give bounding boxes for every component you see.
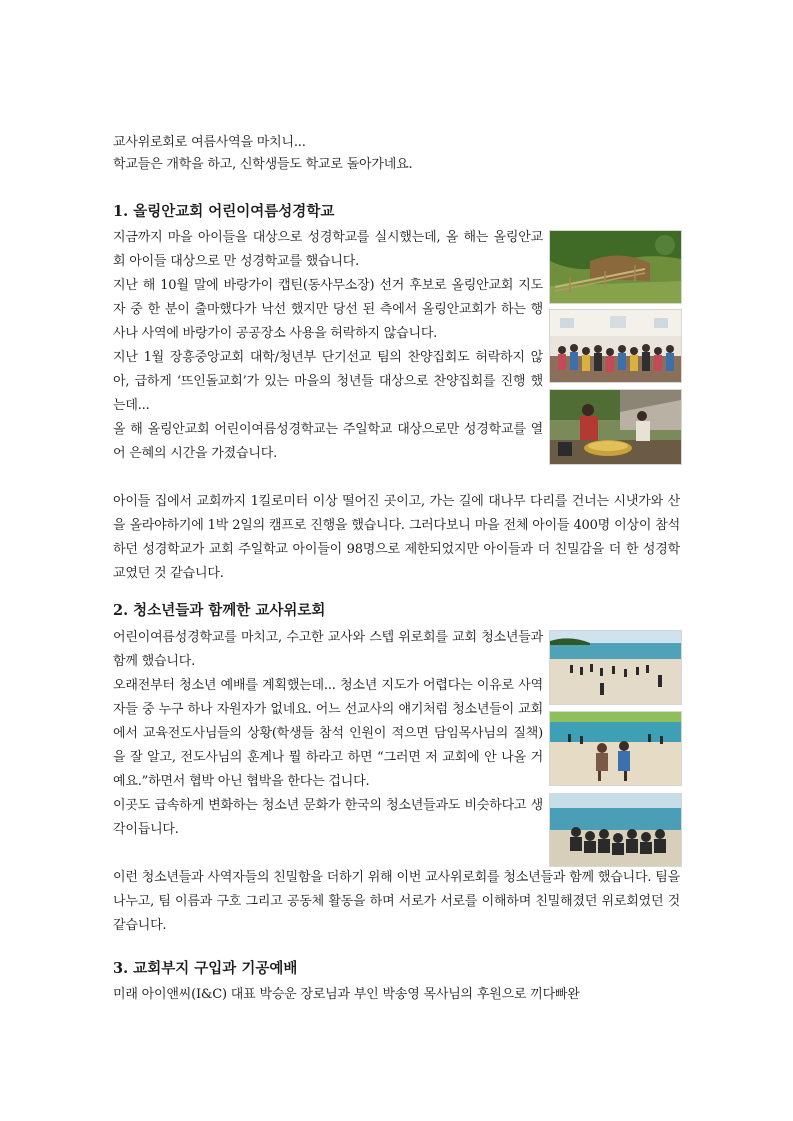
beach-group-photo <box>549 793 682 867</box>
paragraph: 어린이여름성경학교를 마치고, 수고한 교사와 스텝 위로회를 교회 청소년들과 함께 했습니다. <box>113 630 543 669</box>
paragraph: 이런 청소년들과 사역자들의 친밀함을 더하기 위해 이번 교사위로회를 청소년들과 함께 했습니다. 팀을 나누고, 팀 이름과 구호 그리고 공동체 활동을 하며 서로가 서로를 이해하며 친밀해졌던 위로회였던 것 같습니다. <box>113 870 680 933</box>
section2-text <box>113 626 543 842</box>
paragraph: 아이들 집에서 교회까지 1킬로미터 이상 떨어진 곳이고, 가는 길에 대나무 다리를 건너는 시냇가와 산을 올라야하기에 1박 2일의 캠프로 진행을 했습니다. 그러다보니 마을 전체 아이들 400명 이상이 참석하던 성경학교가 교회 주일학교 아이들이 98명으로 제한되었지만 아이들과 더 친밀감을 더 한 성경학교였던 것 같습니다. <box>113 494 680 581</box>
paragraph: 이곳도 급속하게 변화하는 청소년 문화가 한국의 청소년들과도 비슷하다고 생각이듭니다. <box>113 798 543 837</box>
paragraph: 지난 해 10월 말에 바랑가이 캡틴(동사무소장) 선거 후보로 올링안교회 지도자 중 한 분이 출마했다가 낙선 했지만 당선 된 측에서 올링안교회가 하는 행사나 사역에 바랑가이 공공장소 사용을 허락하지 않습니다. <box>113 278 543 341</box>
paragraph: 오래전부터 청소년 예배를 계획했는데... 청소년 지도가 어렵다는 이유로 사역자들 중 누구 하나 자원자가 없네요. 어느 선교사의 얘기처럼 청소년들이 교회에서 교육전도사님들의 상황(학생들 참석 인원이 적으면 담임목사님의 질책)을 잘 알고, 전도사님의 훈계나 뭘 하라고 하면 “그러면 저 교회에 안 나올 거예요.”하면서 협박 아닌 협박을 한다는 겁니다. <box>113 678 543 789</box>
church-crowd-photo <box>549 309 682 383</box>
intro-line: 학교들은 개학을 하고, 신학생들도 학교로 돌아가네요. <box>113 157 413 172</box>
section1-text <box>113 226 543 466</box>
paragraph: 올 해 올링안교회 어린이여름성경학교는 주일학교 대상으로만 성경학교를 열어 은혜의 시간을 가졌습니다. <box>113 422 543 461</box>
intro-line: 교사위로회로 여름사역을 마치니... <box>113 135 306 150</box>
section-heading: 1. 올링안교회 어린이여름성경학교 <box>113 203 335 220</box>
paragraph: 지난 1월 장흥중앙교회 대학/청년부 단기선교 팀의 찬양집회도 허락하지 않아, 급하게 ‘뜨인돌교회’가 있는 마을의 청년들 대상으로 찬양집회를 진행 했는데... <box>113 350 543 413</box>
beach-game-photo <box>549 630 682 705</box>
cooking-photo <box>549 389 682 465</box>
paragraph: 지금까지 마을 아이들을 대상으로 성경학교를 실시했는데, 올 해는 올링안교회 아이들 대상으로 만 성경학교를 했습니다. <box>113 230 543 269</box>
paragraph: 미래 아이앤씨(I&C) 대표 박승운 장로님과 부인 박송영 목사님의 후원으로 끼다빠완 <box>113 987 580 1002</box>
section-heading: 3. 교회부지 구입과 기공예배 <box>113 960 298 977</box>
bamboo-bridge-photo <box>549 230 682 304</box>
beach-team-photo <box>549 711 682 786</box>
section-heading: 2. 청소년들과 함께한 교사위로회 <box>113 602 326 619</box>
